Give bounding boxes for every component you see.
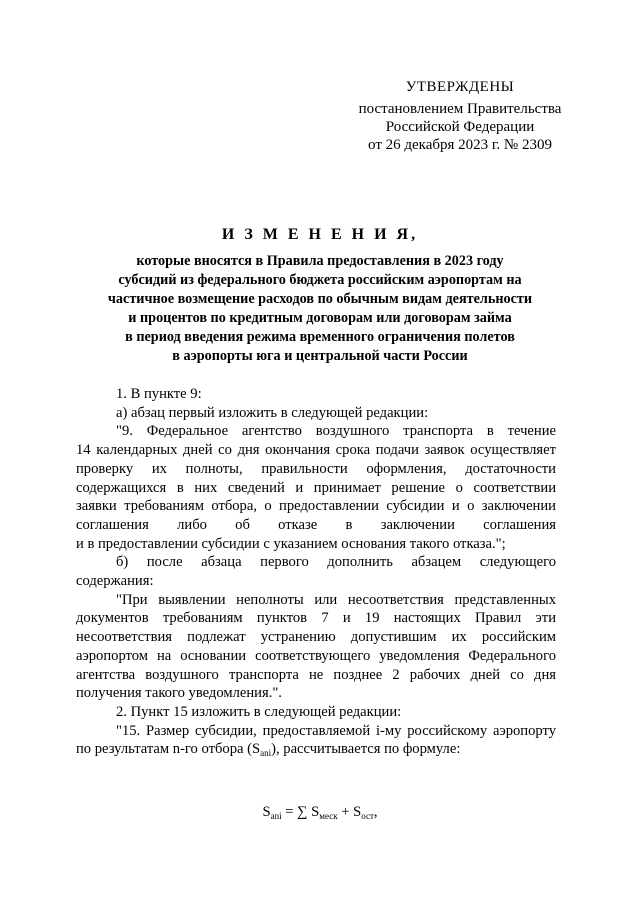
text-line	[76, 740, 556, 763]
text-line: аэропортом на основании соответствующего уведомления Федерального	[76, 647, 556, 664]
text-line: заявки требованиям отбора, о предоставлении субсидии и о заключении	[76, 498, 556, 515]
text-line: несоответствия подлежат устранению допустившим их российским	[76, 629, 556, 646]
text-line: агентства воздушного транспорта не позднее 2 рабочих дней со дня	[76, 666, 556, 683]
text-line: проверку их полноты, правильности оформления, достаточности	[76, 460, 556, 477]
text-line: "При выявлении неполноты или несоответствия представленных	[116, 591, 556, 608]
approval-line: постановлением Правительства	[358, 101, 562, 117]
formula-symbol: + S	[337, 804, 362, 820]
heading-subtitle-line: субсидий из федерального бюджета российским аэропортам на	[118, 272, 522, 288]
approval-line: от 26 декабря 2023 г. № 2309	[368, 137, 552, 153]
text-line: "15. Размер субсидии, предоставляемой i-му российскому аэропорту	[116, 722, 556, 739]
text-fragment: по результатам n-го отбора (S	[76, 741, 261, 758]
document-heading	[60, 226, 580, 366]
formula-subscript: ani	[270, 811, 282, 821]
text-line: документов требованиям пунктов 7 и 19 настоящих Правил эти	[76, 610, 556, 627]
text-line: и в предоставлении субсидии с указанием основания такого отказа.";	[76, 535, 506, 552]
approval-block	[340, 78, 580, 154]
formula-subscript: ост	[361, 811, 374, 821]
item-2: 2. Пункт 15 изложить в следующей редакции:	[116, 703, 402, 720]
text-line: содержания:	[76, 573, 154, 590]
formula-symbol: = ∑ S	[281, 804, 320, 820]
heading-subtitle-line: в период введения режима временного ограничения полетов	[125, 329, 515, 345]
quote-addition	[76, 591, 556, 703]
heading-subtitle-line: которые вносятся в Правила предоставления в 2023 году	[136, 253, 504, 269]
text-line: 14 календарных дней со дня окончания срока подачи заявок осуществляет	[76, 442, 556, 459]
heading-subtitle-line: частичное возмещение расходов по обычным видам деятельности	[107, 291, 533, 307]
quote-paragraph-9	[76, 422, 556, 553]
quote-paragraph-15	[76, 722, 556, 763]
text-line: "9. Федеральное агентство воздушного транспорта в течение	[116, 423, 556, 440]
heading-subtitle-line: в аэропорты юга и центральной части России	[172, 348, 468, 364]
subsidy-formula	[0, 804, 640, 821]
heading-title: И З М Е Н Е Н И Я,	[221, 226, 419, 243]
approval-line: Российской Федерации	[385, 119, 535, 135]
text-line: б) после абзаца первого дополнить абзацем следующего	[116, 554, 556, 571]
text-line: соглашения либо об отказе в заключении соглашения	[76, 516, 556, 533]
document-body	[76, 385, 556, 763]
approval-title: УТВЕРЖДЕНЫ	[405, 79, 515, 95]
item-1a: а) абзац первый изложить в следующей редакции:	[116, 404, 429, 421]
text-line: получения такого уведомления.".	[76, 685, 282, 702]
formula-subscript: меск	[319, 811, 338, 821]
subscript: ani	[260, 748, 272, 759]
heading-subtitle-line: и процентов по кредитным договорам или договорам займа	[128, 310, 512, 326]
text-line: содержащихся в них сведений и принимает решение о соответствии	[76, 479, 556, 496]
item-1b	[76, 553, 556, 590]
heading-subtitle	[60, 252, 580, 366]
formula-symbol: S	[262, 804, 271, 820]
formula-symbol: ,	[373, 804, 378, 820]
text-fragment: ), рассчитывается по формуле:	[271, 741, 461, 758]
item-1: 1. В пункте 9:	[116, 386, 202, 402]
